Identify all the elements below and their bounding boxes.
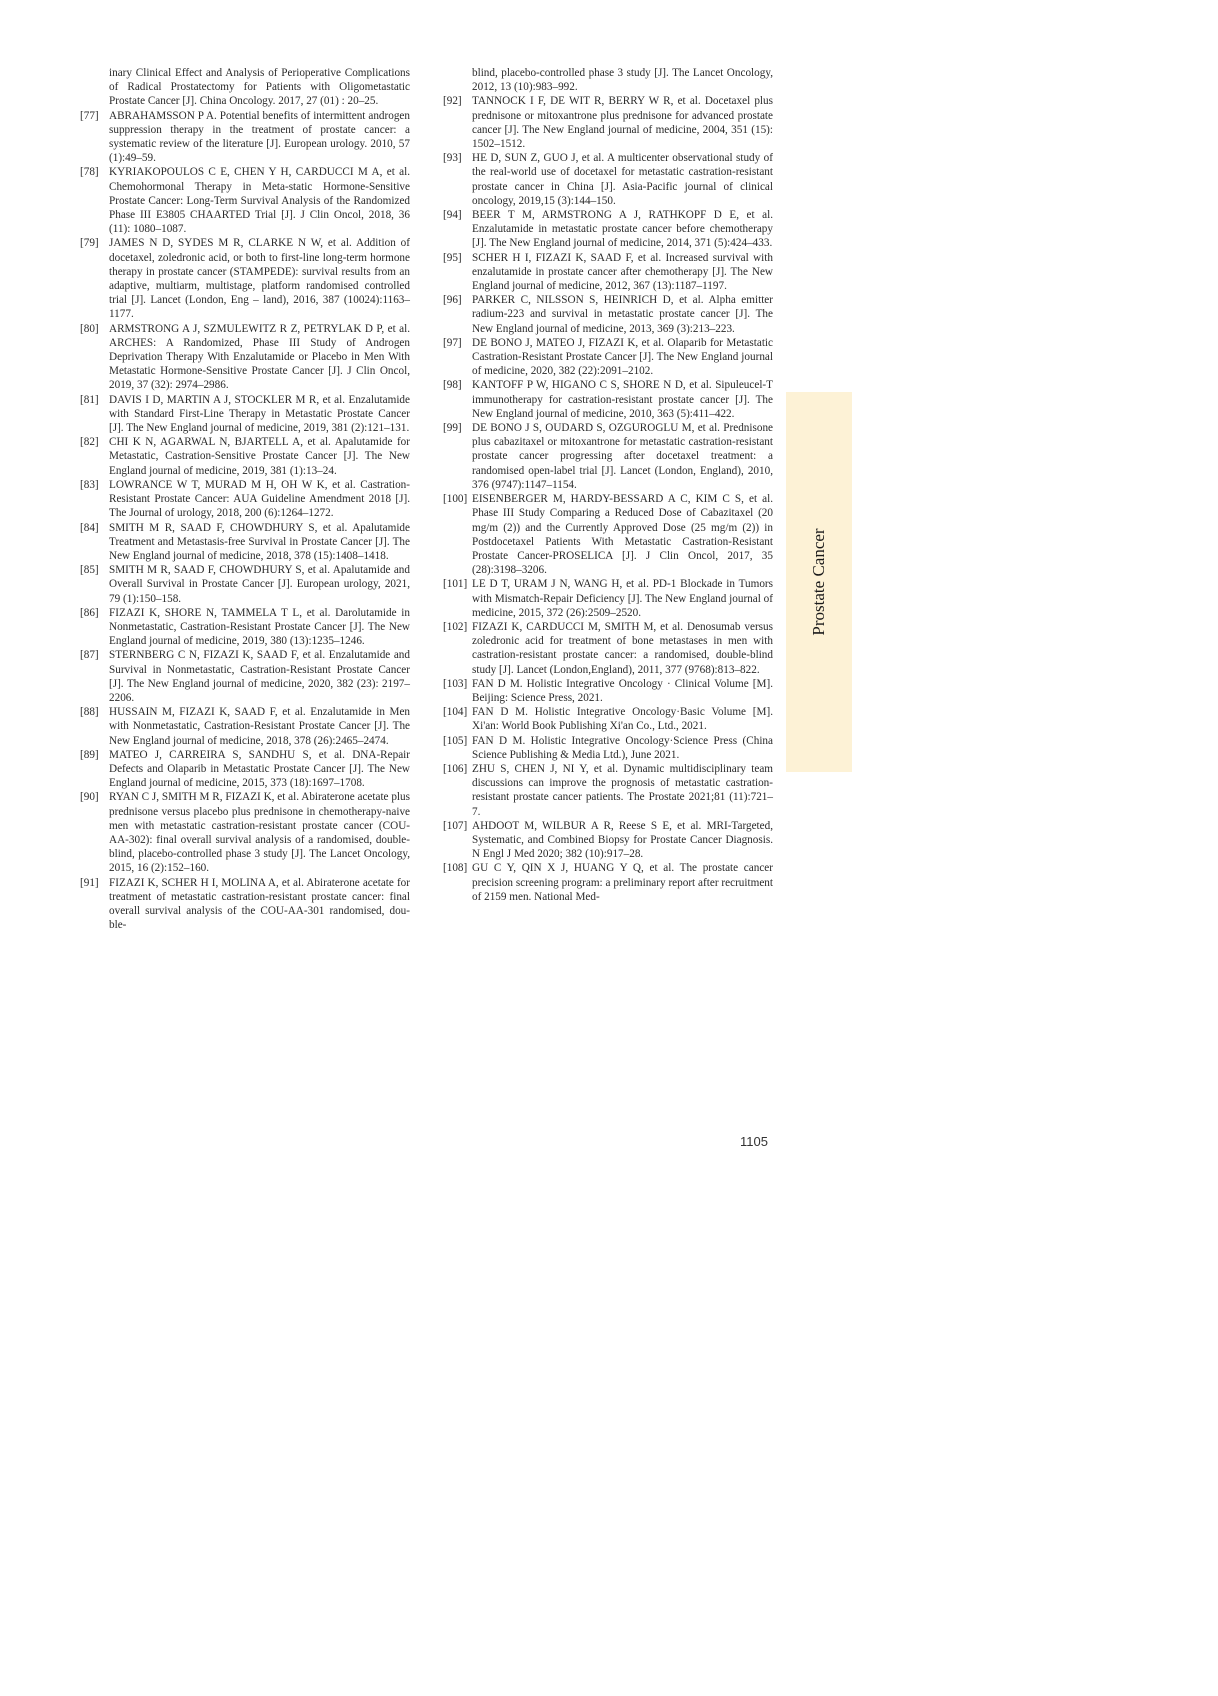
reference-text: LE D T, URAM J N, WANG H, et al. PD-1 Blockade in Tumors with Mismatch-Repair Deficiency [J]. The New England journal of medicine, 2015, 372 (26):2509–2520. — [472, 578, 773, 619]
reference-number: [79] — [80, 237, 99, 250]
reference-entry — [443, 421, 773, 492]
reference-text: DE BONO J S, OUDARD S, OZGUROGLU M, et al. Prednisone plus cabazitaxel or mitoxantrone for metastatic castration-resistant prostate cancer progressing after docetaxel treatment: a randomised open-label trial [J]. Lancet (London, England), 2010, 376 (9747):1147–1154. — [472, 422, 773, 491]
reference-entry — [443, 861, 773, 904]
reference-entry — [80, 109, 410, 166]
reference-number: [85] — [80, 564, 99, 577]
reference-number: [104] — [443, 706, 468, 719]
reference-entry — [80, 165, 410, 236]
reference-entry — [80, 748, 410, 791]
reference-text: GU C Y, QIN X J, HUANG Y Q, et al. The prostate cancer precision screening program: a preliminary report after recruitment of 2159 men. National Med- — [472, 862, 773, 903]
reference-entry — [443, 336, 773, 379]
reference-entry — [80, 705, 410, 748]
reference-text: ARMSTRONG A J, SZMULEWITZ R Z, PETRYLAK D P, et al. ARCHES: A Randomized, Phase III Study of Androgen Deprivation Therapy With Enzalutamide or Placebo in Men With Metastatic Hormone-Sensitive Prostate Cancer [J]. J Clin Oncol, 2019, 37 (32): 2974–2986. — [109, 322, 410, 392]
reference-number: [107] — [443, 819, 468, 832]
reference-number: [90] — [80, 791, 99, 804]
reference-text: FAN D M. Holistic Integrative Oncology · Clinical Volume [M]. Beijing: Science Press, 2021. — [472, 677, 773, 704]
reference-entry — [443, 378, 773, 421]
reference-number: [78] — [80, 166, 99, 179]
reference-entry — [443, 762, 773, 819]
section-side-tab — [786, 392, 852, 772]
reference-entry — [80, 393, 410, 436]
reference-text: KYRIAKOPOULOS C E, CHEN Y H, CARDUCCI M A, et al. Chemohormonal Therapy in Meta-static Hormone-Sensitive Prostate Cancer: Long-Term Survival Analysis of the Randomized Phase III E3805 CHAARTED Trial [J]. J Clin Oncol, 2018, 36 (11): 1080–1087. — [109, 166, 410, 236]
reference-text: blind, placebo-controlled phase 3 study [J]. The Lancet Oncology, 2012, 13 (10):983–992. — [472, 67, 773, 94]
reference-text: FAN D M. Holistic Integrative Oncology·Science Press (China Science Publishing & Media Ltd.), June 2021. — [472, 734, 773, 761]
reference-text: HUSSAIN M, FIZAZI K, SAAD F, et al. Enzalutamide in Men with Nonmetastatic, Castration-Resistant Prostate Cancer [J]. The New England journal of medicine, 2018, 378 (26):2465–2474. — [109, 706, 410, 747]
reference-entry — [443, 151, 773, 208]
reference-text: HE D, SUN Z, GUO J, et al. A multicenter observational study of the real-world use of docetaxel for metastatic castration-resistant prostate cancer in China [J]. Asia-Pacific journal of clinical oncology, 2019,15 (3):144–150. — [472, 152, 773, 207]
reference-number: [88] — [80, 706, 99, 719]
reference-text: ZHU S, CHEN J, NI Y, et al. Dynamic multidisciplinary team discussions can improve the prognosis of metastatic castration-resistant prostate cancer patients. The Prostate 2021;81 (11):721–7. — [472, 762, 773, 818]
reference-entry — [443, 492, 773, 577]
reference-number: [83] — [80, 478, 99, 491]
reference-text: RYAN C J, SMITH M R, FIZAZI K, et al. Abiraterone acetate plus prednisone versus placebo plus prednisone in chemotherapy-naive men with metastatic castration-resistant prostate cancer (COU-AA-302): final overall survival analysis of a randomised, double-blind, placebo-controlled phase 3 study [J]. The Lancet Oncology, 2015, 16 (2):152–160. — [109, 791, 410, 875]
reference-number: [106] — [443, 762, 468, 775]
reference-text: KANTOFF P W, HIGANO C S, SHORE N D, et al. Sipuleucel-T immunotherapy for castration-resistant prostate cancer [J]. The New England journal of medicine, 2010, 363 (5):411–422. — [472, 379, 773, 420]
reference-number: [80] — [80, 322, 99, 335]
reference-entry — [443, 819, 773, 862]
reference-entry — [80, 66, 410, 109]
reference-text: FAN D M. Holistic Integrative Oncology·Basic Volume [M]. Xi'an: World Book Publishing Xi'an Co., Ltd., 2021. — [472, 706, 773, 733]
reference-number: [82] — [80, 436, 99, 449]
reference-text: STERNBERG C N, FIZAZI K, SAAD F, et al. Enzalutamide and Survival in Nonmetastatic, Castration-Resistant Prostate Cancer [J]. The New England journal of medicine, 2020, 382 (23): 2197–2206. — [109, 649, 410, 704]
reference-text: FIZAZI K, CARDUCCI M, SMITH M, et al. Denosumab versus zoledronic acid for treatment of bone metastases in men with castration-resistant prostate cancer: a randomised, double-blind study [J]. Lancet (London,England), 2011, 377 (9768):813–822. — [472, 620, 773, 676]
reference-entry — [443, 577, 773, 620]
reference-entry — [80, 322, 410, 393]
reference-number: [94] — [443, 209, 462, 222]
references-left-column — [80, 66, 410, 932]
reference-number: [91] — [80, 876, 99, 889]
reference-text: PARKER C, NILSSON S, HEINRICH D, et al. Alpha emitter radium-223 and survival in metastatic prostate cancer [J]. The New England journal of medicine, 2013, 369 (3):213–223. — [472, 294, 773, 335]
reference-number: [95] — [443, 251, 462, 264]
reference-entry — [80, 478, 410, 521]
reference-number: [105] — [443, 734, 468, 747]
reference-entry — [80, 236, 410, 321]
reference-text: inary Clinical Effect and Analysis of Perioperative Complications of Radical Prostatectomy for Patients with Oligometastatic Prostate Cancer [J]. China Oncology. 2017, 27 (01) : 20–25. — [109, 67, 410, 108]
reference-number: [108] — [443, 862, 468, 875]
reference-text: SCHER H I, FIZAZI K, SAAD F, et al. Increased survival with enzalutamide in prostate cancer after chemotherapy [J]. The New England journal of medicine, 2012, 367 (13):1187–1197. — [472, 251, 773, 293]
reference-entry — [443, 66, 773, 94]
reference-entry — [80, 521, 410, 564]
reference-number: [99] — [443, 422, 462, 435]
reference-text: DAVIS I D, MARTIN A J, STOCKLER M R, et al. Enzalutamide with Standard First-Line Therapy in Metastatic Prostate Cancer [J]. The New England journal of medicine, 2019, 381 (2):121–131. — [109, 393, 410, 435]
reference-number: [96] — [443, 294, 462, 307]
reference-text: FIZAZI K, SCHER H I, MOLINA A, et al. Abiraterone acetate for treatment of metastatic castration-resistant prostate cancer: final overall survival analysis of the COU-AA-301 randomised, dou- ble- — [109, 876, 410, 932]
reference-number: [101] — [443, 578, 468, 591]
reference-number: [86] — [80, 606, 99, 619]
reference-text: DE BONO J, MATEO J, FIZAZI K, et al. Olaparib for Metastatic Castration-Resistant Prostate Cancer [J]. The New England journal of medicine, 2020, 382 (22):2091–2102. — [472, 336, 773, 378]
reference-number: [97] — [443, 336, 462, 349]
reference-text: ABRAHAMSSON P A. Potential benefits of intermittent androgen suppression therapy in the treatment of prostate cancer: a systematic review of the literature [J]. European urology. 2010, 57 (1):49–59. — [109, 109, 410, 165]
reference-entry — [80, 648, 410, 705]
reference-number: [87] — [80, 649, 99, 662]
reference-entry — [80, 790, 410, 875]
reference-number: [89] — [80, 748, 99, 761]
reference-text: SMITH M R, SAAD F, CHOWDHURY S, et al. Apalutamide Treatment and Metastasis-free Survival in Prostate Cancer [J]. The New England journal of medicine, 2018, 378 (15):1408–1418. — [109, 521, 410, 562]
reference-text: FIZAZI K, SHORE N, TAMMELA T L, et al. Darolutamide in Nonmetastatic, Castration-Resistant Prostate Cancer [J]. The New England journal of medicine, 2019, 380 (13):1235–1246. — [109, 606, 410, 648]
reference-entry — [80, 606, 410, 649]
reference-text: MATEO J, CARREIRA S, SANDHU S, et al. DNA-Repair Defects and Olaparib in Metastatic Prostate Cancer [J]. The New England journal of medicine, 2015, 373 (18):1697–1708. — [109, 748, 410, 790]
reference-text: EISENBERGER M, HARDY-BESSARD A C, KIM C S, et al. Phase III Study Comparing a Reduced Dose of Cabazitaxel (20 mg/m (2)) and the Currently Approved Dose (25 mg/m (2)) in Postdocetaxel Patients With Metastatic Castration-Resistant Prostate Cancer-PROSELICA [J]. J Clin Oncol, 2017, 35 (28):3198–3206. — [472, 493, 773, 577]
references-right-column — [443, 66, 773, 904]
reference-number: [84] — [80, 521, 99, 534]
reference-entry — [443, 734, 773, 762]
reference-text: BEER T M, ARMSTRONG A J, RATHKOPF D E, et al. Enzalutamide in metastatic prostate cancer before chemotherapy [J]. The New England journal of medicine, 2014, 371 (5):424–433. — [472, 209, 773, 250]
reference-entry — [443, 677, 773, 705]
page-number: 1105 — [740, 1134, 768, 1149]
reference-text: AHDOOT M, WILBUR A R, Reese S E, et al. MRI-Targeted, Systematic, and Combined Biopsy for Prostate Cancer Diagnosis. N Engl J Med 2020; 382 (10):917–28. — [472, 819, 773, 861]
reference-number: [98] — [443, 379, 462, 392]
reference-entry — [80, 435, 410, 478]
reference-entry — [443, 620, 773, 677]
reference-entry — [443, 94, 773, 151]
reference-number: [100] — [443, 493, 468, 506]
reference-text: CHI K N, AGARWAL N, BJARTELL A, et al. Apalutamide for Metastatic, Castration-Sensitive Prostate Cancer [J]. The New England journal of medicine, 2019, 381 (1):13–24. — [109, 436, 410, 477]
reference-number: [77] — [80, 109, 99, 122]
reference-text: SMITH M R, SAAD F, CHOWDHURY S, et al. Apalutamide and Overall Survival in Prostate Cancer [J]. European urology, 2021, 79 (1):150–158. — [109, 564, 410, 605]
reference-number: [81] — [80, 393, 99, 406]
reference-entry — [80, 876, 410, 933]
reference-entry — [80, 563, 410, 606]
reference-number: [103] — [443, 677, 468, 690]
reference-entry — [443, 293, 773, 336]
reference-text: JAMES N D, SYDES M R, CLARKE N W, et al. Addition of docetaxel, zoledronic acid, or both to first-line long-term hormone therapy in prostate cancer (STAMPEDE): survival results from an adaptive, multiarm, multistage, platform randomised controlled trial [J]. Lancet (London, Eng – land), 2016, 387 (10024):1163–1177. — [109, 237, 410, 321]
reference-text: TANNOCK I F, DE WIT R, BERRY W R, et al. Docetaxel plus prednisone or mitoxantrone plus prednisone for advanced prostate cancer [J]. The New England journal of medicine, 2004, 351 (15): 1502–1512. — [472, 95, 773, 151]
reference-entry — [443, 208, 773, 251]
reference-number: [93] — [443, 152, 462, 165]
reference-number: [102] — [443, 620, 468, 633]
reference-number: [92] — [443, 95, 462, 108]
reference-text: LOWRANCE W T, MURAD M H, OH W K, et al. Castration-Resistant Prostate Cancer: AUA Guideline Amendment 2018 [J]. The Journal of urology, 2018, 200 (6):1264–1272. — [109, 478, 410, 520]
reference-entry — [443, 705, 773, 733]
section-side-tab-label: Prostate Cancer — [809, 528, 828, 636]
reference-entry — [443, 251, 773, 294]
